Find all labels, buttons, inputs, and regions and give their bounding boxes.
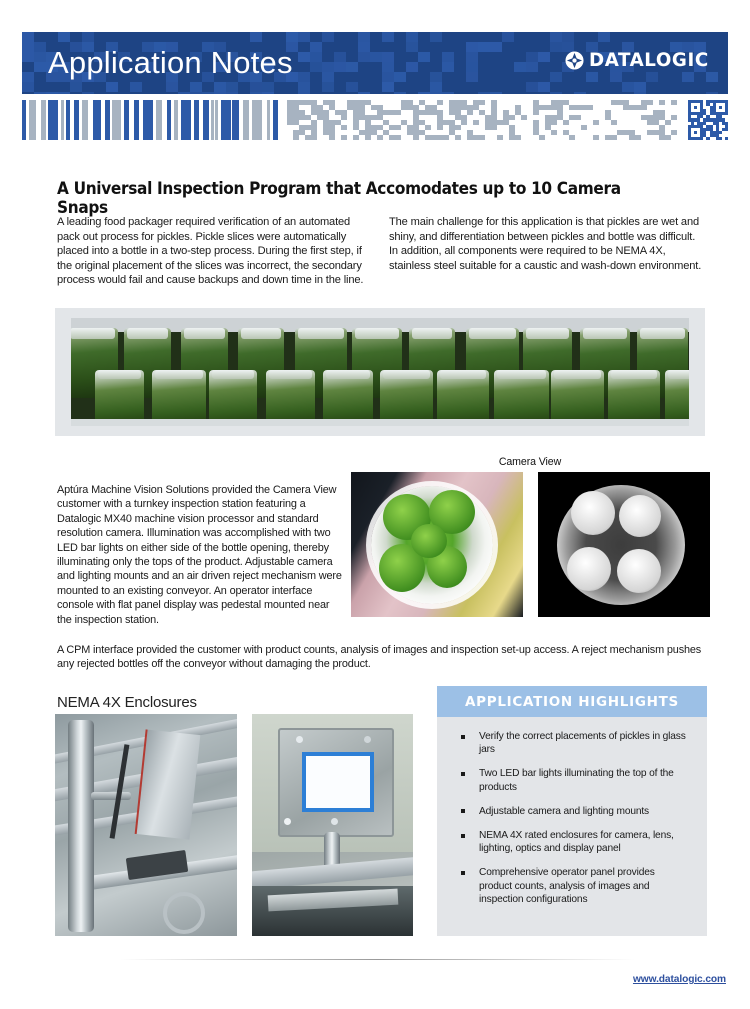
pickle-jar <box>608 370 660 426</box>
pickle-jar <box>437 370 489 426</box>
highlight-item: Adjustable camera and lighting mounts <box>457 805 689 818</box>
application-highlights-panel <box>437 686 707 936</box>
intro-paragraph-left: A leading food packager required verification of an automated pack out process for pickles. Pickle slices were automatically placed into a bottle in a two-step process. During the first step, if the original placement of the slices was incorrect, the secondary process would fail and cause backups and down time in the line. <box>57 216 364 287</box>
camera-view-color-image <box>351 472 523 617</box>
qr-code-icon <box>688 100 728 140</box>
camera-view-monochrome-image <box>538 472 710 617</box>
footer-divider <box>120 959 635 960</box>
cable-coil <box>163 892 205 934</box>
footer-website-link[interactable]: www.datalogic.com <box>632 974 726 985</box>
pickle-jar <box>665 370 689 426</box>
page-title: Application Notes <box>48 45 293 80</box>
highlight-item: NEMA 4X rated enclosures for camera, lens, lighting, optics and display panel <box>457 829 689 855</box>
jar-top-mono-view <box>557 485 685 605</box>
highlight-item: Two LED bar lights illuminating the top of the products <box>457 767 689 793</box>
enclosure-screw <box>284 818 291 825</box>
pickle-jar <box>494 370 549 426</box>
flat-panel-display <box>302 752 374 812</box>
pickle-jar-conveyor-photo <box>71 318 689 426</box>
pickle-jar <box>380 370 433 426</box>
highlights-heading: APPLICATION HIGHLIGHTS <box>465 693 679 710</box>
conveyor-surface <box>71 419 689 426</box>
enclosure-screw <box>296 736 303 743</box>
solution-paragraph: Aptúra Machine Vision Solutions provided the Camera View customer with a turnkey inspection station featuring a Datalogic MX40 machine vision processor and standard resolution camera. Illumination was accomplished with two LED bar lights on either side of the bottle opening, thereby illuminating only the tops of the product. Adjustable camera and lighting mounts and an air driven reject mechanism were mounted to an existing conveyor. An operator interface console with flat panel display was pedestal mounted near the inspection station. <box>57 483 342 626</box>
nema-4x-camera-enclosure <box>135 729 201 839</box>
pickle-jar <box>266 370 315 426</box>
mount-bracket <box>91 792 131 800</box>
jar-top-color-view <box>371 486 493 604</box>
hero-image-frame <box>55 308 705 436</box>
pickle-jar <box>209 370 257 426</box>
datalogic-logo <box>565 49 714 71</box>
camera-view-caption: Camera View <box>498 456 562 468</box>
nema-camera-mount-photo <box>55 714 237 936</box>
pickle-jar <box>551 370 604 426</box>
nema-section-heading: NEMA 4X Enclosures <box>57 694 197 712</box>
pickle-jar <box>152 370 206 426</box>
cpm-interface-paragraph: A CPM interface provided the customer with product counts, analysis of images and inspection set-up access. A reject mechanism pushes any rejected bottles off the conveyor without damaging the product. <box>57 643 702 671</box>
intro-paragraph-right: The main challenge for this application is that pickles are wet and shiny, and differentiation between pickles and bottle was difficult. In addition, all components were required to be NEMA 4X, stainless steel suitable for a caustic and wash-down environment. <box>389 216 702 272</box>
pickle-jar <box>323 370 373 426</box>
highlight-item: Verify the correct placements of pickles in glass jars <box>457 730 689 756</box>
nema-operator-panel-photo <box>252 714 413 936</box>
highlight-item: Comprehensive operator panel provides product counts, analysis of images and inspection configurations <box>457 866 689 906</box>
stainless-pedestal-post <box>68 720 94 932</box>
article-title: A Universal Inspection Program that Accomodates up to 10 Camera Snaps <box>57 179 621 218</box>
brand-wordmark: DATALOGIC <box>589 49 710 71</box>
page-header <box>22 32 728 94</box>
barcode-decoration-strip <box>22 100 728 140</box>
highlights-panel-header <box>437 686 707 717</box>
enclosure-screw <box>364 736 371 743</box>
enclosure-screw <box>331 818 338 825</box>
pickle-jar <box>95 370 144 426</box>
highlights-list <box>437 717 707 906</box>
datalogic-target-icon <box>565 51 584 70</box>
